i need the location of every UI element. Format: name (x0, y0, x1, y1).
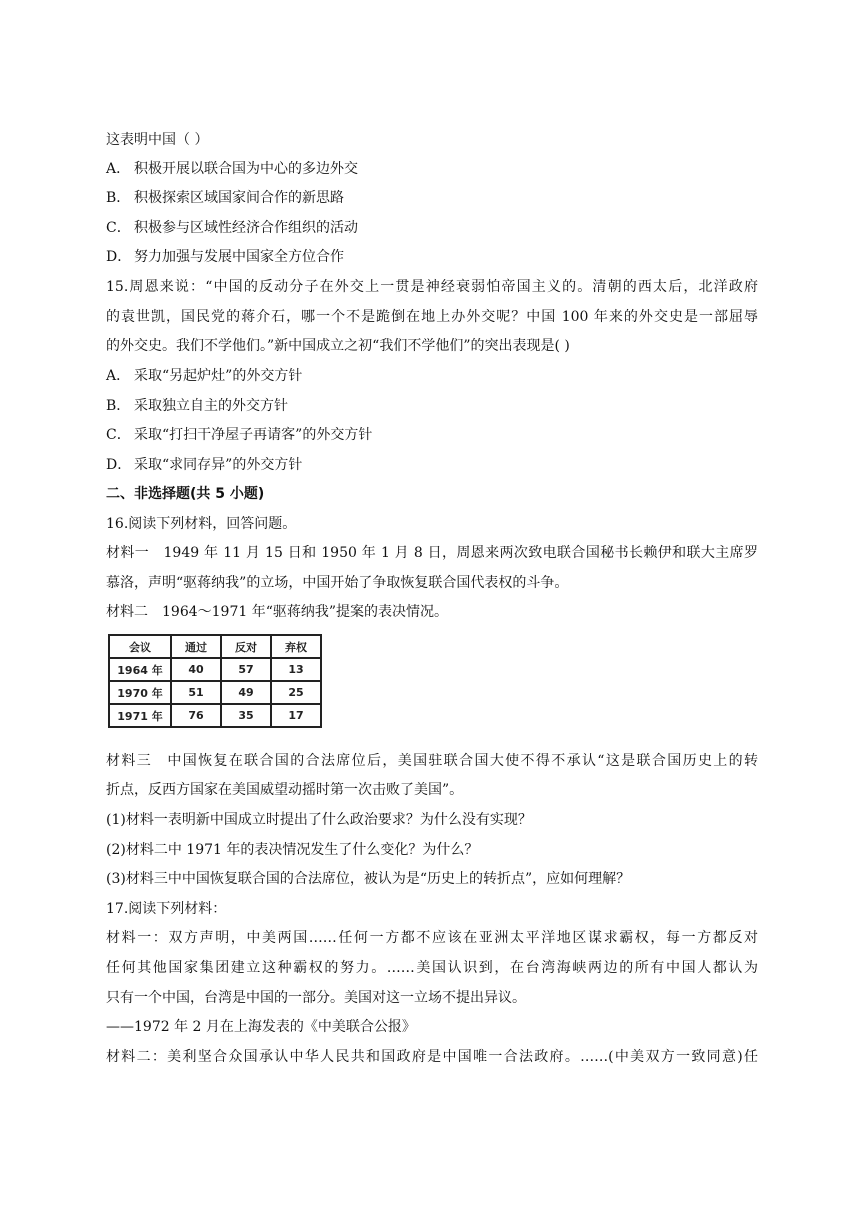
option-letter: B． (106, 190, 131, 206)
option-text: 积极开展以联合国为中心的多边外交 (134, 161, 358, 177)
option-text: 采取独立自主的外交方针 (134, 398, 288, 414)
q16-question-3: (3)材料三中中国恢复联合国的合法席位，被认为是“历史上的转折点”，应如何理解？ (106, 871, 631, 887)
option-text: 努力加强与发展中国家全方位合作 (134, 249, 344, 265)
q16-question-1: (1)材料一表明新中国成立时提出了什么政治要求？为什么没有实现？ (106, 812, 532, 828)
section-title: 二、非选择题(共 5 小题) (106, 486, 265, 502)
q16-material-3-line-1: 材料三 中国恢复在联合国的合法席位后，美国驻联合国大使不得不承认“这是联合国历史上的转 (106, 753, 758, 769)
option-text: 采取“另起炉灶”的外交方针 (134, 368, 303, 384)
table-row (109, 681, 321, 704)
q15-stem-line-1: 15.周恩来说：“中国的反动分子在外交上一贯是神经衰弱怕帝国主义的。清朝的西太后，北洋政府 (106, 279, 758, 295)
table-cell: 76 (171, 704, 221, 727)
table-row (109, 658, 321, 681)
table-header-row (109, 635, 321, 658)
option-text: 积极探索区域国家间合作的新思路 (134, 190, 344, 206)
q16-material-3-line-2: 折点，反西方国家在美国威望动摇时第一次击败了美国”。 (106, 782, 464, 798)
table-header-cell: 弃权 (271, 635, 321, 658)
q14-option-d[interactable] (106, 247, 344, 267)
table-cell: 51 (171, 681, 221, 704)
option-letter: D． (106, 457, 132, 473)
q17-intro: 17.阅读下列材料： (106, 901, 227, 917)
q16-material-1-line-1: 材料一 1949 年 11 月 15 日和 1950 年 1 月 8 日，周恩来两次致电联合国秘书长赖伊和联大主席罗 (106, 545, 758, 561)
q15-option-a[interactable] (106, 366, 302, 386)
option-letter: C． (106, 220, 131, 236)
option-letter: A． (106, 161, 131, 177)
q17-material-1-line-2: 任何其他国家集团建立这种霸权的努力。……美国认识到，在台湾海峡两边的所有中国人都认为 (106, 960, 758, 976)
q16-material-1-line-2: 慕洛，声明“驱蒋纳我”的立场，中国开始了争取恢复联合国代表权的斗争。 (106, 575, 569, 591)
q16-intro: 16.阅读下列材料，回答问题。 (106, 516, 297, 532)
table-header-cell: 会议 (109, 635, 171, 658)
table-row (109, 704, 321, 727)
q14-stem: 这表明中国（ ） (106, 132, 209, 148)
q16-question-2: (2)材料二中 1971 年的表决情况发生了什么变化？为什么？ (106, 842, 479, 858)
option-letter: C． (106, 427, 131, 443)
q14-option-a[interactable] (106, 159, 358, 179)
table-cell: 35 (221, 704, 271, 727)
table-cell: 40 (171, 658, 221, 681)
table-cell: 1971 年 (109, 704, 171, 727)
option-text: 采取“打扫干净屋子再请客”的外交方针 (134, 427, 373, 443)
option-letter: A． (106, 368, 131, 384)
q14-option-b[interactable] (106, 188, 344, 208)
option-letter: D． (106, 249, 132, 265)
q17-material-1-line-3: 只有一个中国，台湾是中国的一部分。美国对这一立场不提出异议。 (106, 990, 526, 1006)
q15-stem-line-2: 的袁世凯，国民党的蒋介石，哪一个不是跪倒在地上办外交呢？中国 100 年来的外交史是一部屈辱 (106, 309, 758, 325)
q15-option-c[interactable] (106, 425, 372, 445)
table-header-cell: 反对 (221, 635, 271, 658)
vote-table (108, 634, 322, 728)
table-cell: 25 (271, 681, 321, 704)
table-cell: 57 (221, 658, 271, 681)
q17-material-2-line-1: 材料二：美利坚合众国承认中华人民共和国政府是中国唯一合法政府。……(中美双方一致同意)任 (106, 1049, 758, 1065)
q17-material-1-line-1: 材料一：双方声明，中美两国……任何一方都不应该在亚洲太平洋地区谋求霸权，每一方都反对 (106, 930, 758, 946)
q15-option-b[interactable] (106, 396, 288, 416)
table-cell: 13 (271, 658, 321, 681)
option-letter: B． (106, 398, 131, 414)
q15-option-d[interactable] (106, 455, 302, 475)
table-cell: 49 (221, 681, 271, 704)
q16-material-2: 材料二 1964～1971 年“驱蒋纳我”提案的表决情况。 (106, 604, 449, 620)
table-cell: 1970 年 (109, 681, 171, 704)
q14-option-c[interactable] (106, 218, 358, 238)
table-header-cell: 通过 (171, 635, 221, 658)
q17-source: ——1972 年 2 月在上海发表的《中美联合公报》 (106, 1019, 416, 1035)
option-text: 积极参与区域性经济合作组织的活动 (134, 220, 358, 236)
option-text: 采取“求同存异”的外交方针 (134, 457, 303, 473)
table-cell: 17 (271, 704, 321, 727)
table-cell: 1964 年 (109, 658, 171, 681)
q15-stem-line-3: 的外交史。我们不学他们。”新中国成立之初“我们不学他们”的突出表现是( ) (106, 338, 570, 354)
